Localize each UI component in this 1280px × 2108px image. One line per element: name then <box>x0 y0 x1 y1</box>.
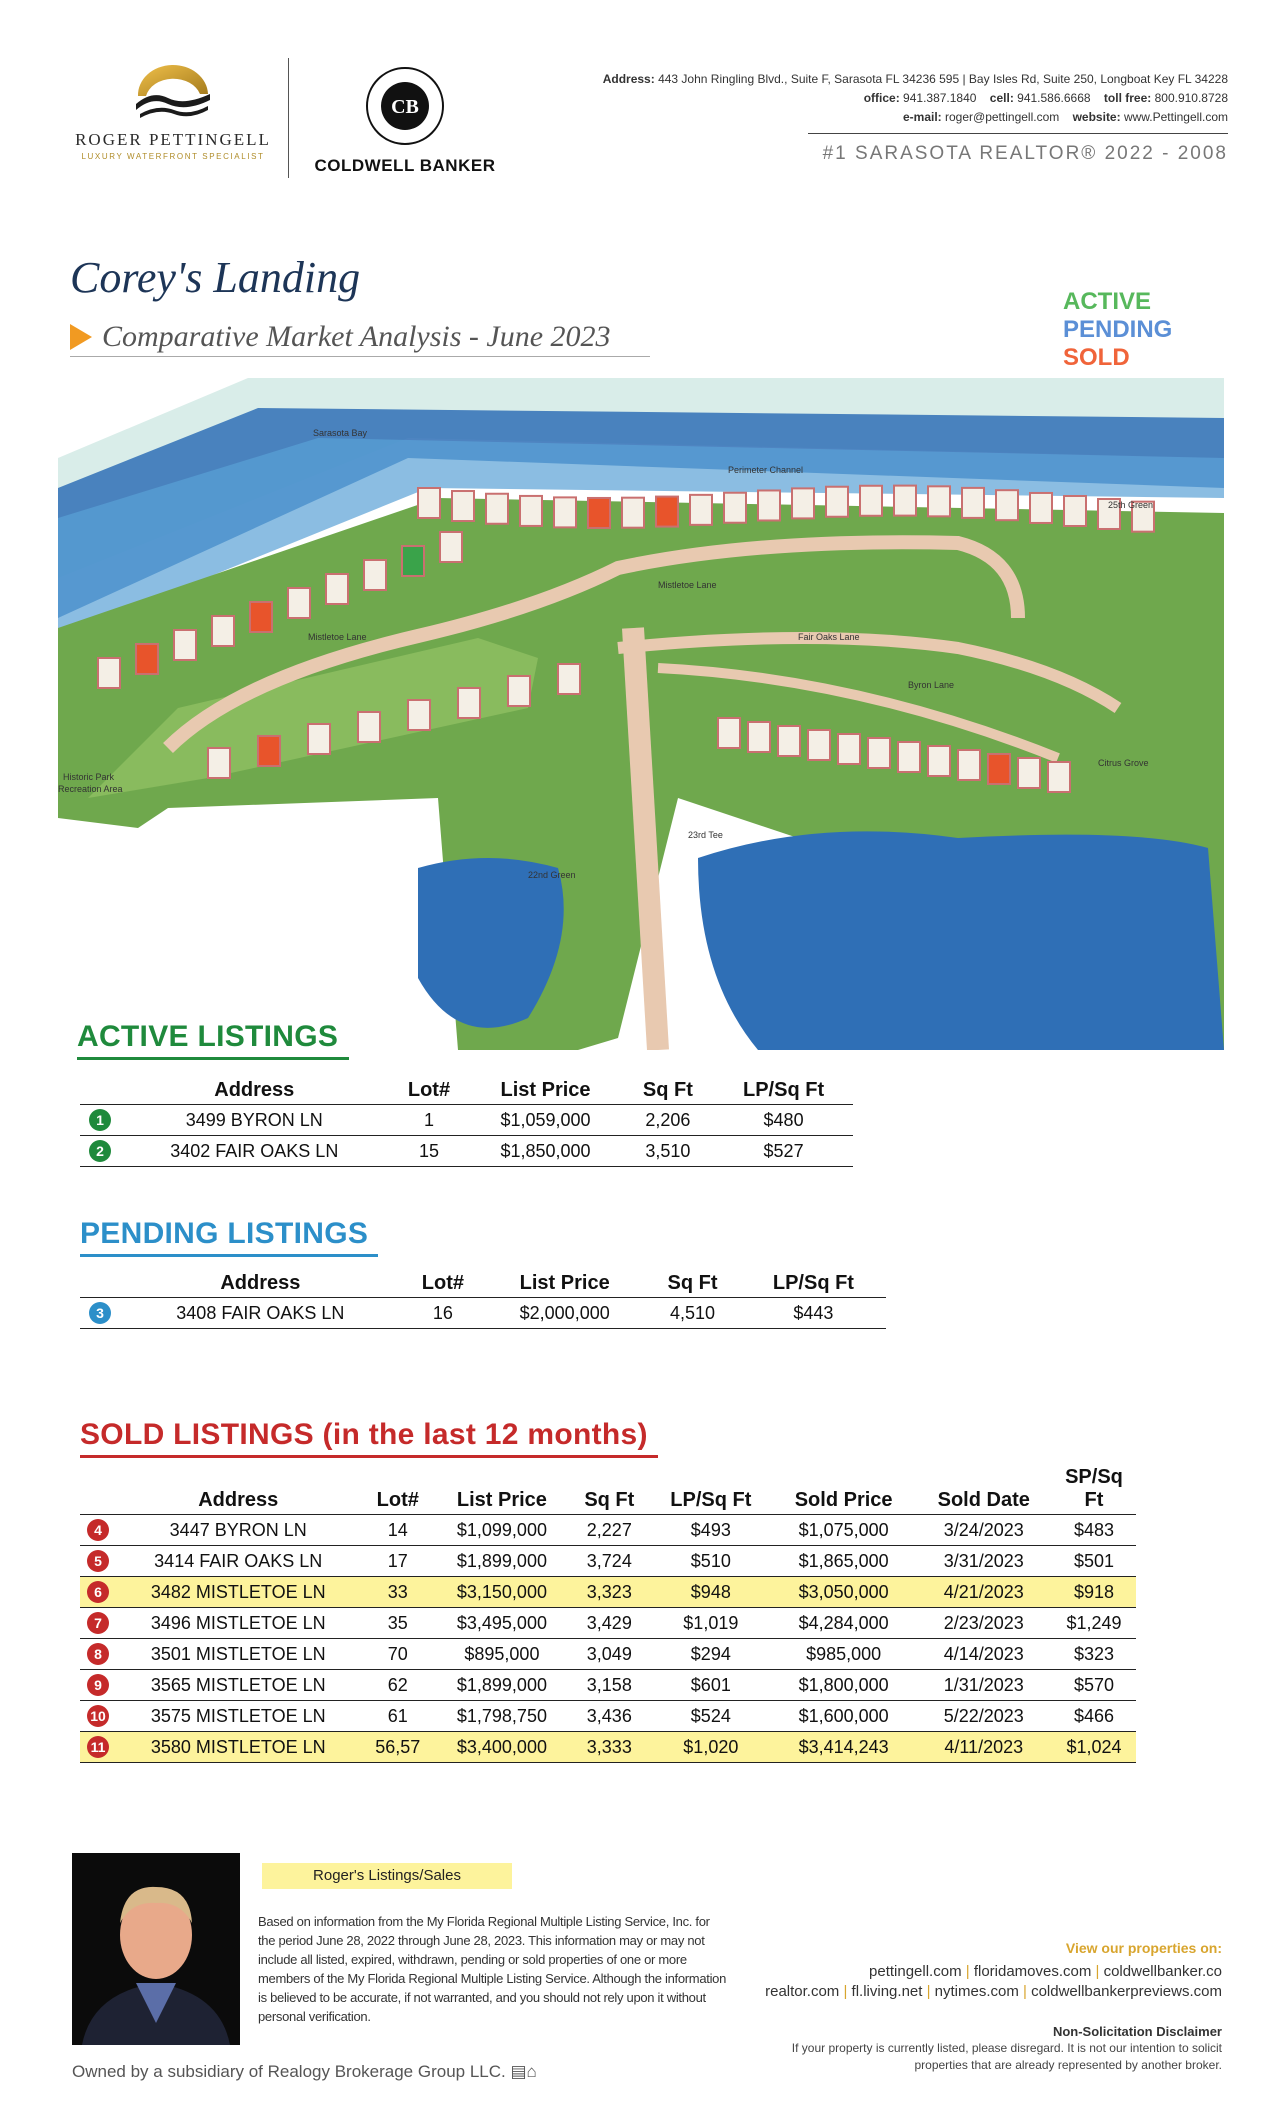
cell-lot: 61 <box>360 1701 435 1732</box>
cell-sqft: 3,049 <box>569 1639 650 1670</box>
cell-date: 4/11/2023 <box>916 1732 1053 1763</box>
lot-marker <box>928 746 950 776</box>
separator: | <box>1018 1983 1032 2000</box>
map-label-citrus-grove: Citrus Grove <box>1098 758 1149 768</box>
number-badge: 4 <box>87 1519 109 1541</box>
partner-name: COLDWELL BANKER <box>314 156 496 175</box>
cell-list: $3,150,000 <box>435 1577 569 1608</box>
mls-disclaimer: Based on information from the My Florida Regional Multiple Listing Service, Inc. for the period June 28, 2022 through June 28, 2023. This information may or may not include all listed, expired, withdrawn, pending or sold properties of one or more members of the My Florida Regional Multiple Listing Service. Although the information is believed to be accurate, if not warranted, and you should not rely upon it without personal verification. <box>258 1914 727 2024</box>
table-row <box>80 1136 853 1167</box>
col-address: Address <box>198 1489 279 1511</box>
lot-marker <box>174 630 196 660</box>
cell-lot: 62 <box>360 1670 435 1701</box>
number-badge: 2 <box>89 1140 111 1162</box>
cell-list: $1,850,000 <box>469 1136 621 1167</box>
cell-list: $2,000,000 <box>485 1298 644 1329</box>
cell-spsf: $1,024 <box>1052 1732 1136 1763</box>
cell-address: 3565 MISTLETOE LN <box>116 1670 360 1701</box>
cell-sold: $1,800,000 <box>772 1670 916 1701</box>
lot-marker <box>364 560 386 590</box>
pending-heading: PENDING LISTINGS <box>80 1217 369 1250</box>
lot-marker <box>718 718 740 748</box>
cell-sold: $1,600,000 <box>772 1701 916 1732</box>
separator: | <box>922 1983 935 2000</box>
cell-list: $895,000 <box>435 1639 569 1670</box>
sites-line-2 <box>662 1982 1222 2002</box>
table-row <box>80 1546 1136 1577</box>
non-solicitation-heading: Non-Solicitation Disclaimer <box>1052 2024 1222 2039</box>
lot-marker <box>928 486 950 516</box>
lot-marker <box>250 602 272 632</box>
col-lot: Lot# <box>407 1079 451 1101</box>
table-row <box>80 1701 1136 1732</box>
site-link[interactable]: coldwellbanker.co <box>1103 1963 1222 1980</box>
lot-marker <box>208 748 230 778</box>
sold-heading: SOLD LISTINGS (in the last 12 months) <box>80 1418 648 1451</box>
page-subtitle: Comparative Market Analysis - June 2023 <box>102 320 611 353</box>
lot-marker <box>452 491 474 521</box>
house-wave-icon <box>128 64 218 126</box>
lot-marker <box>402 546 424 576</box>
lot-marker <box>1018 758 1040 788</box>
cell-sqft: 3,429 <box>569 1608 650 1639</box>
lot-marker <box>588 498 610 528</box>
map-label-park: Historic Park <box>63 772 115 782</box>
cell-sold: $985,000 <box>772 1639 916 1670</box>
col-address: Address <box>214 1079 295 1101</box>
sites-line-1 <box>662 1962 1222 1982</box>
cell-spsf: $323 <box>1052 1639 1136 1670</box>
cell-lpsf: $1,020 <box>650 1732 772 1763</box>
cell-date: 1/31/2023 <box>916 1670 1053 1701</box>
cell-sqft: 4,510 <box>644 1298 741 1329</box>
col-sold-date: Sold Date <box>937 1489 1030 1511</box>
page-header <box>0 0 1280 200</box>
realtor-rank: #1 SARASOTA REALTOR® 2022 - 2008 <box>822 143 1228 164</box>
cell-sold: $1,865,000 <box>772 1546 916 1577</box>
pending-listings-table <box>80 1268 886 1329</box>
cell-address: 3447 BYRON LN <box>116 1515 360 1546</box>
cell-list: $1,059,000 <box>469 1105 621 1136</box>
address-line: Address: 443 John Ringling Blvd., Suite F, Sarasota FL 34236 595 | Bay Isles Rd, Suite 250, Longboat Key FL 34228 <box>602 72 1228 86</box>
cell-lot: 16 <box>401 1298 485 1329</box>
map-label-22nd-green: 22nd Green <box>528 870 576 880</box>
map-label-fair-oaks: Fair Oaks Lane <box>798 632 860 642</box>
table-header-row <box>80 1075 853 1105</box>
cell-spsf: $570 <box>1052 1670 1136 1701</box>
col-sqft: Sq Ft <box>584 1489 635 1511</box>
col-address: Address <box>220 1272 301 1294</box>
brand-name: ROGER PETTINGELL <box>75 130 271 149</box>
cell-lot: 70 <box>360 1639 435 1670</box>
lot-marker <box>792 488 814 518</box>
cell-address: 3580 MISTLETOE LN <box>116 1732 360 1763</box>
phone-line: office: 941.387.1840 cell: 941.586.6668 toll free: 800.910.8728 <box>863 91 1228 105</box>
cell-sold: $1,075,000 <box>772 1515 916 1546</box>
subtitle-divider <box>70 356 650 357</box>
cell-list: $3,400,000 <box>435 1732 569 1763</box>
lot-marker <box>690 495 712 525</box>
map-label-mistletoe-1: Mistletoe Lane <box>658 580 717 590</box>
cell-list: $1,899,000 <box>435 1546 569 1577</box>
ownership-note: Owned by a subsidiary of Realogy Brokerage Group LLC. ▤⌂ <box>72 2062 537 2081</box>
page-title: Corey's Landing <box>70 253 361 302</box>
contact-block <box>603 70 1228 127</box>
map-label-25th-green: 25th Green <box>1108 500 1154 510</box>
lot-marker <box>98 658 120 688</box>
legend-pending: PENDING <box>1063 316 1173 343</box>
col-lp-sqft: LP/Sq Ft <box>743 1079 825 1101</box>
lot-marker <box>1048 762 1070 792</box>
active-rule <box>77 1057 349 1060</box>
lot-marker <box>988 754 1010 784</box>
cell-sqft: 3,724 <box>569 1546 650 1577</box>
map-label-23rd-tee: 23rd Tee <box>688 830 723 840</box>
lot-marker <box>748 722 770 752</box>
cell-date: 4/21/2023 <box>916 1577 1053 1608</box>
web-line: e-mail: roger@pettingell.com website: www.Pettingell.com <box>902 110 1228 124</box>
number-badge: 6 <box>87 1581 109 1603</box>
col-list-price: List Price <box>519 1272 610 1294</box>
cell-lpsf: $294 <box>650 1639 772 1670</box>
cell-address: 3408 FAIR OAKS LN <box>120 1298 401 1329</box>
col-lp-sqft: LP/Sq Ft <box>772 1272 854 1294</box>
sold-listings-table <box>80 1462 1136 1763</box>
col-sqft: Sq Ft <box>642 1079 693 1101</box>
col-list-price: List Price <box>500 1079 591 1101</box>
lot-marker <box>258 736 280 766</box>
number-badge: 7 <box>87 1612 109 1634</box>
col-lp-sqft: LP/Sq Ft <box>670 1489 752 1511</box>
cell-date: 2/23/2023 <box>916 1608 1053 1639</box>
lot-marker <box>554 497 576 527</box>
lot-marker <box>838 734 860 764</box>
table-row <box>80 1298 886 1329</box>
lot-marker <box>212 616 234 646</box>
lot-marker <box>656 497 678 527</box>
cell-spsf: $466 <box>1052 1701 1136 1732</box>
lot-marker <box>894 486 916 516</box>
cell-lpsf: $601 <box>650 1670 772 1701</box>
cell-address: 3496 MISTLETOE LN <box>116 1608 360 1639</box>
site-link[interactable]: coldwellbankerpreviews.com <box>1031 1983 1222 2000</box>
property-sites <box>662 1962 1222 2002</box>
cell-sold: $3,050,000 <box>772 1577 916 1608</box>
lot-marker <box>520 496 542 526</box>
cb-seal-icon <box>365 66 445 146</box>
table-row <box>80 1608 1136 1639</box>
cell-sqft: 3,158 <box>569 1670 650 1701</box>
cell-sqft: 2,227 <box>569 1515 650 1546</box>
lot-marker <box>1064 496 1086 526</box>
cell-sold: $4,284,000 <box>772 1608 916 1639</box>
cell-list: $1,798,750 <box>435 1701 569 1732</box>
col-sqft: Sq Ft <box>667 1272 718 1294</box>
roger-pettingell-logo <box>68 64 278 184</box>
col-list-price: List Price <box>456 1489 547 1511</box>
map-label-park-2: Recreation Area <box>58 784 123 794</box>
email-link[interactable]: roger@pettingell.com <box>945 110 1060 124</box>
lot-marker <box>288 588 310 618</box>
lot-marker <box>860 486 882 516</box>
lot-marker <box>326 574 348 604</box>
lot-marker <box>962 488 984 518</box>
cell-sqft: 3,323 <box>569 1577 650 1608</box>
site-link[interactable]: nytimes.com <box>934 1983 1019 2000</box>
cell-lpsf: $480 <box>714 1105 853 1136</box>
number-badge: 3 <box>89 1302 111 1324</box>
col-lot: Lot# <box>421 1272 464 1294</box>
table-row <box>80 1105 853 1136</box>
lot-marker <box>308 724 330 754</box>
site-link[interactable]: floridamoves.com <box>973 1963 1092 1980</box>
cell-address: 3414 FAIR OAKS LN <box>116 1546 360 1577</box>
lot-marker <box>508 676 530 706</box>
lot-marker <box>996 490 1018 520</box>
cell-lpsf: $443 <box>741 1298 886 1329</box>
lot-marker <box>724 493 746 523</box>
lake-water <box>698 831 1224 1050</box>
lot-marker <box>440 532 462 562</box>
cell-spsf: $501 <box>1052 1546 1136 1577</box>
site-link[interactable]: realtor.com <box>765 1983 840 2000</box>
website-link[interactable]: www.Pettingell.com <box>1123 110 1228 124</box>
cell-date: 3/24/2023 <box>916 1515 1053 1546</box>
sold-rule <box>80 1455 658 1458</box>
cell-lpsf: $524 <box>650 1701 772 1732</box>
site-plan-map <box>58 378 1224 1050</box>
lot-marker <box>958 750 980 780</box>
cell-lot: 56,57 <box>360 1732 435 1763</box>
cell-list: $1,899,000 <box>435 1670 569 1701</box>
map-label-channel: Perimeter Channel <box>728 465 804 475</box>
lot-marker <box>778 726 800 756</box>
cell-address: 3482 MISTLETOE LN <box>116 1577 360 1608</box>
contact-divider <box>808 133 1228 134</box>
table-row <box>80 1732 1136 1763</box>
cell-date: 3/31/2023 <box>916 1546 1053 1577</box>
cell-address: 3499 BYRON LN <box>120 1105 389 1136</box>
lot-marker <box>408 700 430 730</box>
map-label-mistletoe-2: Mistletoe Lane <box>308 632 367 642</box>
cell-address: 3575 MISTLETOE LN <box>116 1701 360 1732</box>
lot-marker <box>1030 493 1052 523</box>
site-link[interactable]: fl.living.net <box>851 1983 923 2000</box>
subtitle-row <box>70 320 611 354</box>
map-label-bay: Sarasota Bay <box>313 428 368 438</box>
col-sold-price: Sold Price <box>794 1489 893 1511</box>
cell-lpsf: $493 <box>650 1515 772 1546</box>
equal-housing-icon: ▤⌂ <box>510 2062 537 2081</box>
number-badge: 10 <box>87 1705 109 1727</box>
cell-lot: 15 <box>389 1136 470 1167</box>
cell-sqft: 3,510 <box>622 1136 714 1167</box>
active-heading: ACTIVE LISTINGS <box>77 1020 339 1053</box>
map-label-byron: Byron Lane <box>908 680 955 690</box>
cell-lot: 35 <box>360 1608 435 1639</box>
lot-marker <box>358 712 380 742</box>
lot-marker <box>868 738 890 768</box>
cell-lpsf: $510 <box>650 1546 772 1577</box>
listings-tag: Roger's Listings/Sales <box>262 1863 512 1889</box>
cell-sqft: 3,436 <box>569 1701 650 1732</box>
cell-lot: 14 <box>360 1515 435 1546</box>
table-row <box>80 1577 1136 1608</box>
cell-lpsf: $948 <box>650 1577 772 1608</box>
lot-marker <box>826 487 848 517</box>
lot-marker <box>558 664 580 694</box>
table-header-row <box>80 1462 1136 1515</box>
logo-divider <box>288 58 289 178</box>
cell-date: 5/22/2023 <box>916 1701 1053 1732</box>
lot-marker <box>136 644 158 674</box>
lot-marker <box>808 730 830 760</box>
site-link[interactable]: pettingell.com <box>869 1963 962 1980</box>
lot-marker <box>418 488 440 518</box>
cell-date: 4/14/2023 <box>916 1639 1053 1670</box>
number-badge: 11 <box>87 1736 109 1758</box>
separator: | <box>961 1963 974 1980</box>
svg-text:CB: CB <box>391 96 419 118</box>
lot-marker <box>898 742 920 772</box>
agent-portrait-image <box>72 1853 240 2045</box>
agent-photo <box>72 1853 240 2045</box>
table-row <box>80 1639 1136 1670</box>
cell-list: $1,099,000 <box>435 1515 569 1546</box>
cell-sqft: 2,206 <box>622 1105 714 1136</box>
cell-sold: $3,414,243 <box>772 1732 916 1763</box>
cell-spsf: $1,249 <box>1052 1608 1136 1639</box>
separator: | <box>839 1983 852 2000</box>
cell-address: 3402 FAIR OAKS LN <box>120 1136 389 1167</box>
col-lot: Lot# <box>376 1489 419 1511</box>
separator: | <box>1091 1963 1104 1980</box>
cell-spsf: $483 <box>1052 1515 1136 1546</box>
cell-sqft: 3,333 <box>569 1732 650 1763</box>
brand-tagline: LUXURY WATERFRONT SPECIALIST <box>81 152 265 161</box>
cell-address: 3501 MISTLETOE LN <box>116 1639 360 1670</box>
active-listings-table <box>80 1075 853 1167</box>
cell-lot: 1 <box>389 1105 470 1136</box>
table-row <box>80 1670 1136 1701</box>
number-badge: 8 <box>87 1643 109 1665</box>
table-row <box>80 1515 1136 1546</box>
cell-lpsf: $1,019 <box>650 1608 772 1639</box>
pending-rule <box>80 1254 378 1257</box>
number-badge: 5 <box>87 1550 109 1572</box>
table-header-row <box>80 1268 886 1298</box>
status-legend <box>1063 288 1172 372</box>
lot-marker <box>758 490 780 520</box>
cell-lot: 17 <box>360 1546 435 1577</box>
cell-lpsf: $527 <box>714 1136 853 1167</box>
coldwell-banker-logo <box>305 66 505 176</box>
col-sp-sqft: SP/Sq Ft <box>1065 1466 1123 1511</box>
view-properties-heading: View our properties on: <box>1065 1940 1222 1956</box>
lot-marker <box>458 688 480 718</box>
cell-spsf: $918 <box>1052 1577 1136 1608</box>
lot-marker <box>486 494 508 524</box>
non-solicitation-text: If your property is currently listed, please disregard. It is not our intention to solicit properties that are already represented by another broker. <box>791 2041 1222 2072</box>
play-arrow-icon <box>70 324 92 350</box>
legend-sold: SOLD <box>1063 344 1130 371</box>
cell-lot: 33 <box>360 1577 435 1608</box>
lot-marker <box>622 498 644 528</box>
number-badge: 9 <box>87 1674 109 1696</box>
number-badge: 1 <box>89 1109 111 1131</box>
legend-active: ACTIVE <box>1063 288 1152 315</box>
cell-list: $3,495,000 <box>435 1608 569 1639</box>
